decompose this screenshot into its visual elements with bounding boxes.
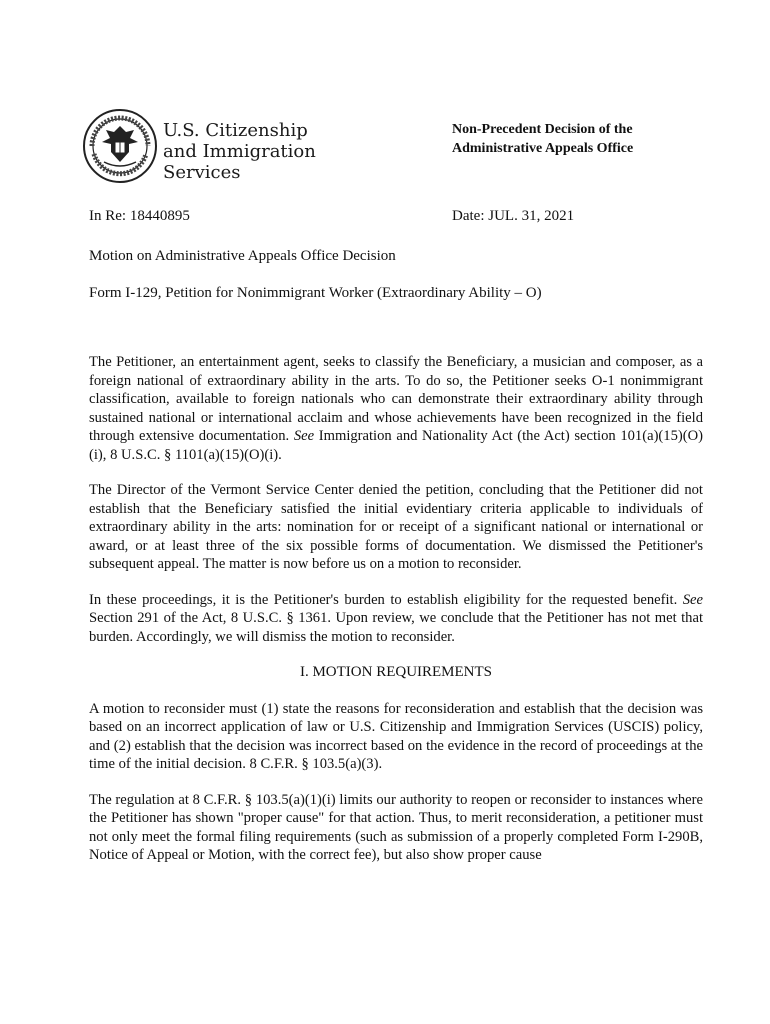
form-subject: Form I-129, Petition for Nonimmigrant Worker (Extraordinary Ability – O) — [89, 285, 542, 301]
paragraph-3-text-b: Section 291 of the Act, 8 U.S.C. § 1361. Upon review, we conclude that the Petitioner has not met that burden. Accordingly, we will dismiss the motion to reconsider. — [89, 610, 703, 645]
date-label: Date: — [452, 208, 485, 224]
dhs-seal-icon — [82, 108, 158, 184]
paragraph-3 — [89, 591, 703, 647]
paragraph-5: The regulation at 8 C.F.R. § 103.5(a)(1)(i) limits our authority to reopen or reconsider to instances where the Petitioner has shown "proper cause" for that action. Thus, to merit reconsideration, a petitioner must not only meet the formal filing requirements (such as submission of a properly completed Form I-290B, Notice of Appeal or Motion, with the correct fee), but also show proper cause — [89, 791, 703, 863]
date-value: JUL. 31, 2021 — [488, 208, 575, 224]
decision-date — [452, 208, 574, 225]
motion-subject: Motion on Administrative Appeals Office Decision — [89, 248, 396, 264]
paragraph-2: The Director of the Vermont Service Center denied the petition, concluding that the Petitioner did not establish that the Beneficiary satisfied the initial evidentiary criteria applicable to individuals of extraordinary ability in the arts: nomination for or receipt of a significant national or international or award, or at least three of the six possible forms of documentation. We dismissed the Petitioner's subsequent appeal. The matter is now before us on a motion to reconsider. — [89, 482, 703, 572]
agency-line-2: and Immigration — [163, 141, 316, 162]
paragraph-1-see: See — [293, 428, 315, 444]
section-heading: I. MOTION REQUIREMENTS — [299, 664, 493, 680]
agency-name — [163, 120, 316, 183]
paragraph-1-text-a: The Petitioner, an entertainment agent, seeks to classify the Beneficiary, a musician and composer, as a foreign national of extraordinary ability in the arts. To do so, the Petitioner seeks O-1 nonimmigrant classification, available to foreign nationals who can demonstrate their extraordinary ability through sustained national or international acclaim and whose achievements have been recognized in the field through extensive documentation. — [89, 354, 703, 444]
in-re-number: 18440895 — [129, 208, 190, 224]
decision-type — [452, 120, 633, 158]
paragraph-3-see: See — [682, 591, 703, 608]
in-re-label: In Re: — [89, 208, 127, 224]
case-reference — [89, 208, 190, 225]
decision-line-1: Non-Precedent Decision of the — [452, 122, 633, 137]
agency-line-1: U.S. Citizenship — [163, 120, 308, 141]
paragraph-1 — [89, 353, 703, 464]
agency-line-3: Services — [163, 162, 241, 183]
paragraph-1-text-b: Immigration and Nationality Act (the Act) section 101(a)(15)(O)(i), 8 U.S.C. § 1101(a)(15)(O)(i). — [89, 428, 703, 463]
paragraph-3-text-a: In these proceedings, it is the Petitioner's burden to establish eligibility for the requested benefit. — [89, 591, 678, 608]
decision-line-2: Administrative Appeals Office — [452, 141, 634, 156]
paragraph-4: A motion to reconsider must (1) state the reasons for reconsideration and establish that the decision was based on an incorrect application of law or U.S. Citizenship and Immigration Services (USCIS) policy, and (2) establish that the decision was incorrect based on the evidence in the record of proceedings at the time of the initial decision. 8 C.F.R. § 103.5(a)(3). — [89, 700, 703, 772]
decision-body — [89, 353, 703, 882]
